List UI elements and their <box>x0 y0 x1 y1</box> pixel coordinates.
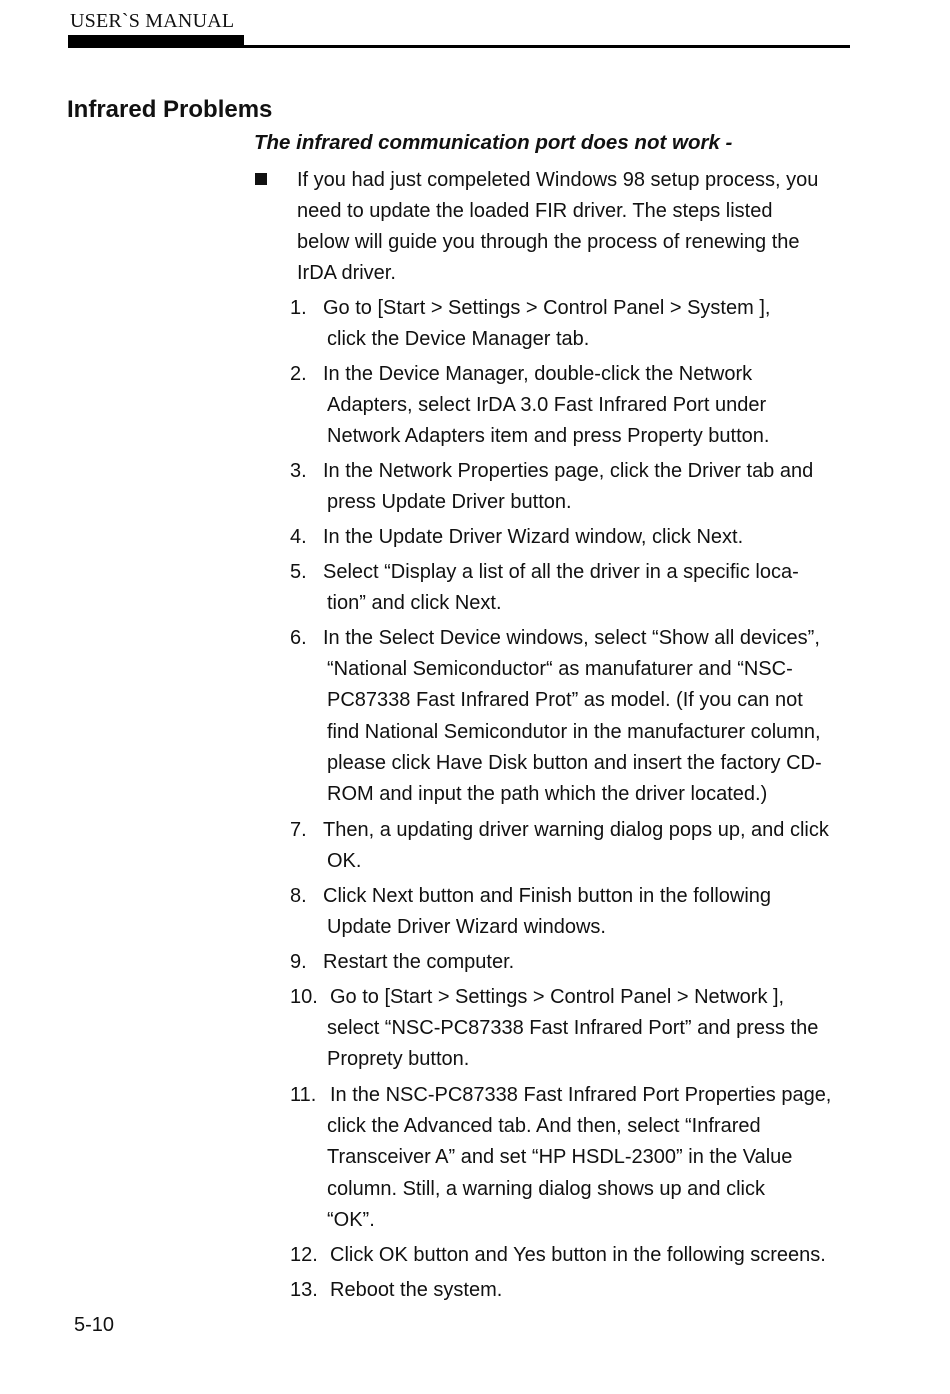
step-line: select “NSC-PC87338 Fast Infrared Port” and press the <box>327 1017 819 1040</box>
step-item <box>290 623 860 810</box>
step-item <box>290 982 860 1076</box>
step-item <box>290 1240 860 1271</box>
step-line: Transceiver A” and set “HP HSDL-2300” in the Value <box>327 1146 793 1169</box>
step-line: ROM and input the path which the driver located.) <box>327 783 768 806</box>
step-line: please click Have Disk button and insert the factory CD- <box>327 751 822 774</box>
step-item <box>290 1080 860 1236</box>
step-line: “National Semiconductor“ as manufaturer and “NSC- <box>327 658 793 681</box>
step-line: press Update Driver button. <box>327 491 572 514</box>
header-rule <box>68 45 850 48</box>
step-line: OK. <box>327 850 362 873</box>
step-item <box>290 293 860 355</box>
step-line: column. Still, a warning dialog shows up and click <box>327 1177 765 1200</box>
step-line: In the Update Driver Wizard window, click Next. <box>323 526 744 548</box>
step-item <box>290 522 860 553</box>
step-line: tion” and click Next. <box>327 592 502 615</box>
step-item <box>290 557 860 619</box>
step-line: PC87338 Fast Infrared Prot” as model. (If you can not <box>327 689 803 712</box>
step-number: 2. <box>290 363 307 385</box>
step-line: Click OK button and Yes button in the following screens. <box>330 1244 826 1266</box>
step-line: In the NSC-PC87338 Fast Infrared Port Properties page, <box>330 1084 832 1106</box>
step-line: click the Device Manager tab. <box>327 328 590 351</box>
step-line: In the Network Properties page, click the Driver tab and <box>323 460 814 482</box>
step-item <box>290 947 860 978</box>
square-bullet-icon <box>255 173 267 185</box>
step-line: find National Semicondutor in the manufacturer column, <box>327 720 821 743</box>
step-number: 9. <box>290 951 307 973</box>
step-line: Network Adapters item and press Property button. <box>327 425 770 448</box>
bullet-line: If you had just compeleted Windows 98 setup process, you <box>297 169 819 191</box>
bullet-line: below will guide you through the process of renewing the <box>297 231 800 253</box>
step-line: Go to [Start > Settings > Control Panel > System ], <box>323 297 771 319</box>
section-title: Infrared Problems <box>67 96 273 123</box>
step-line: Reboot the system. <box>330 1279 503 1301</box>
step-line: click the Advanced tab. And then, select “Infrared <box>327 1115 761 1138</box>
step-number: 3. <box>290 460 307 482</box>
running-header: USER`S MANUAL <box>70 10 235 32</box>
step-line: In the Select Device windows, select “Show all devices”, <box>323 627 820 649</box>
step-line: Go to [Start > Settings > Control Panel > Network ], <box>330 986 785 1008</box>
bullet-line: need to update the loaded FIR driver. The steps listed <box>297 200 773 222</box>
step-number: 5. <box>290 561 307 583</box>
step-line: Click Next button and Finish button in the following <box>323 885 772 907</box>
step-number: 6. <box>290 627 307 649</box>
step-number: 11. <box>290 1084 317 1106</box>
step-number: 4. <box>290 526 307 548</box>
step-number: 13. <box>290 1279 318 1301</box>
step-number: 8. <box>290 885 307 907</box>
step-line: Restart the computer. <box>323 951 515 973</box>
step-line: Update Driver Wizard windows. <box>327 916 606 939</box>
step-line: In the Device Manager, double-click the Network <box>323 363 753 385</box>
step-item <box>290 359 860 453</box>
step-line: Then, a updating driver warning dialog pops up, and click <box>323 819 829 841</box>
step-line: “OK”. <box>327 1208 375 1231</box>
step-line: Proprety button. <box>327 1048 470 1071</box>
step-line: Adapters, select IrDA 3.0 Fast Infrared Port under <box>327 394 767 417</box>
step-item <box>290 815 860 877</box>
step-line: Select “Display a list of all the driver in a specific loca- <box>323 561 799 583</box>
step-number: 10. <box>290 986 318 1008</box>
step-item <box>290 456 860 518</box>
step-item <box>290 1275 860 1306</box>
step-item <box>290 881 860 943</box>
bullet-line: IrDA driver. <box>297 262 396 284</box>
page-number: 5-10 <box>74 1314 115 1336</box>
subheading: The infrared communication port does not work - <box>254 131 733 154</box>
bullet-paragraph <box>297 165 857 289</box>
step-number: 1. <box>290 297 307 319</box>
step-number: 7. <box>290 819 307 841</box>
step-number: 12. <box>290 1244 318 1266</box>
